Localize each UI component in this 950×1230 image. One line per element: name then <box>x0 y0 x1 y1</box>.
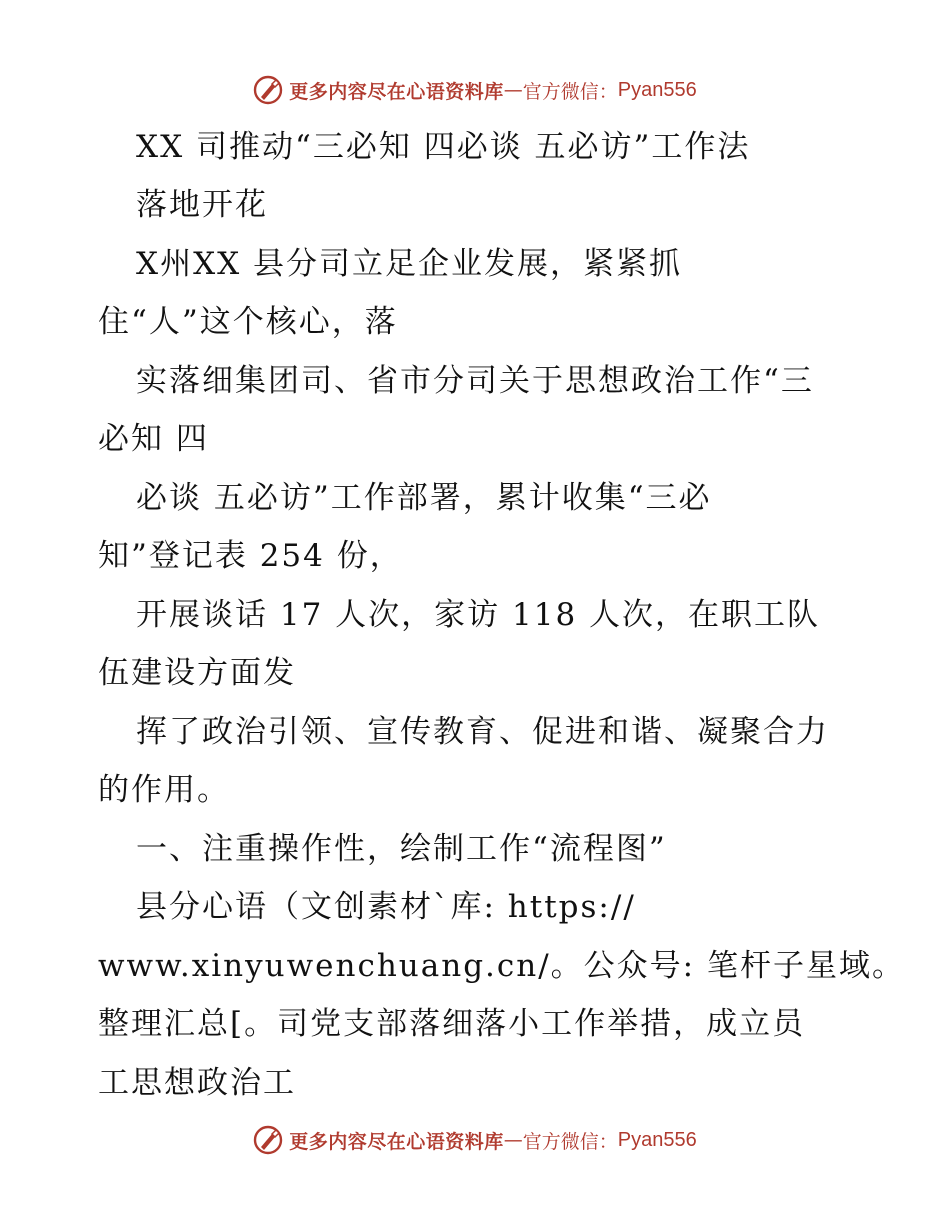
wechat-label: 官方微信： <box>522 80 618 103</box>
paragraph-line: 伍建设方面发 <box>98 655 296 691</box>
section-heading: 一、注重操作性，绘制工作“流程图” <box>136 831 667 867</box>
paragraph-line: 整理汇总[。司党支部落细落小工作举措，成立员 <box>98 1006 806 1042</box>
document-title-line-2: 落地开花 <box>136 187 268 223</box>
document-title-line-1: XX 司推动“三必知 四必谈 五必访”工作法 <box>136 129 751 165</box>
paragraph-line: 开展谈话 17 人次，家访 118 人次，在职工队 <box>136 597 821 633</box>
paragraph-line: www.xinyuwenchuang.cn/。公众号: 笔杆子星域。 <box>98 948 905 984</box>
paragraph-line: 工思想政治工 <box>98 1065 296 1101</box>
paragraph-line: X州XX 县分司立足企业发展，紧紧抓 <box>136 246 683 282</box>
pen-nib-logo-icon <box>253 1125 283 1155</box>
paragraph-line: 必谈 五必访”工作部署，累计收集“三必 <box>136 480 712 516</box>
banner-separator: — <box>503 79 523 101</box>
footer-watermark-banner <box>0 1120 950 1160</box>
paragraph-line: 的作用。 <box>98 772 230 808</box>
paragraph-line: 必知 四 <box>98 421 209 457</box>
wechat-label: 官方微信： <box>522 1130 618 1153</box>
promo-text: 更多内容尽在心语资料库 <box>289 1130 504 1153</box>
wechat-id: Pyan556 <box>617 1128 697 1151</box>
wechat-id: Pyan556 <box>617 78 697 101</box>
paragraph-line: 实落细集团司、省市分司关于思想政治工作“三 <box>136 363 814 399</box>
paragraph-line: 住“人”这个核心，落 <box>98 304 398 340</box>
banner-separator: — <box>503 1129 523 1151</box>
promo-text: 更多内容尽在心语资料库 <box>289 80 504 103</box>
paragraph-line: 挥了政治引领、宣传教育、促进和谐、凝聚合力 <box>136 714 829 750</box>
paragraph-line: 知”登记表 254 份， <box>98 538 403 574</box>
paragraph-line: 县分心语（文创素材`库: https:// <box>136 889 636 925</box>
